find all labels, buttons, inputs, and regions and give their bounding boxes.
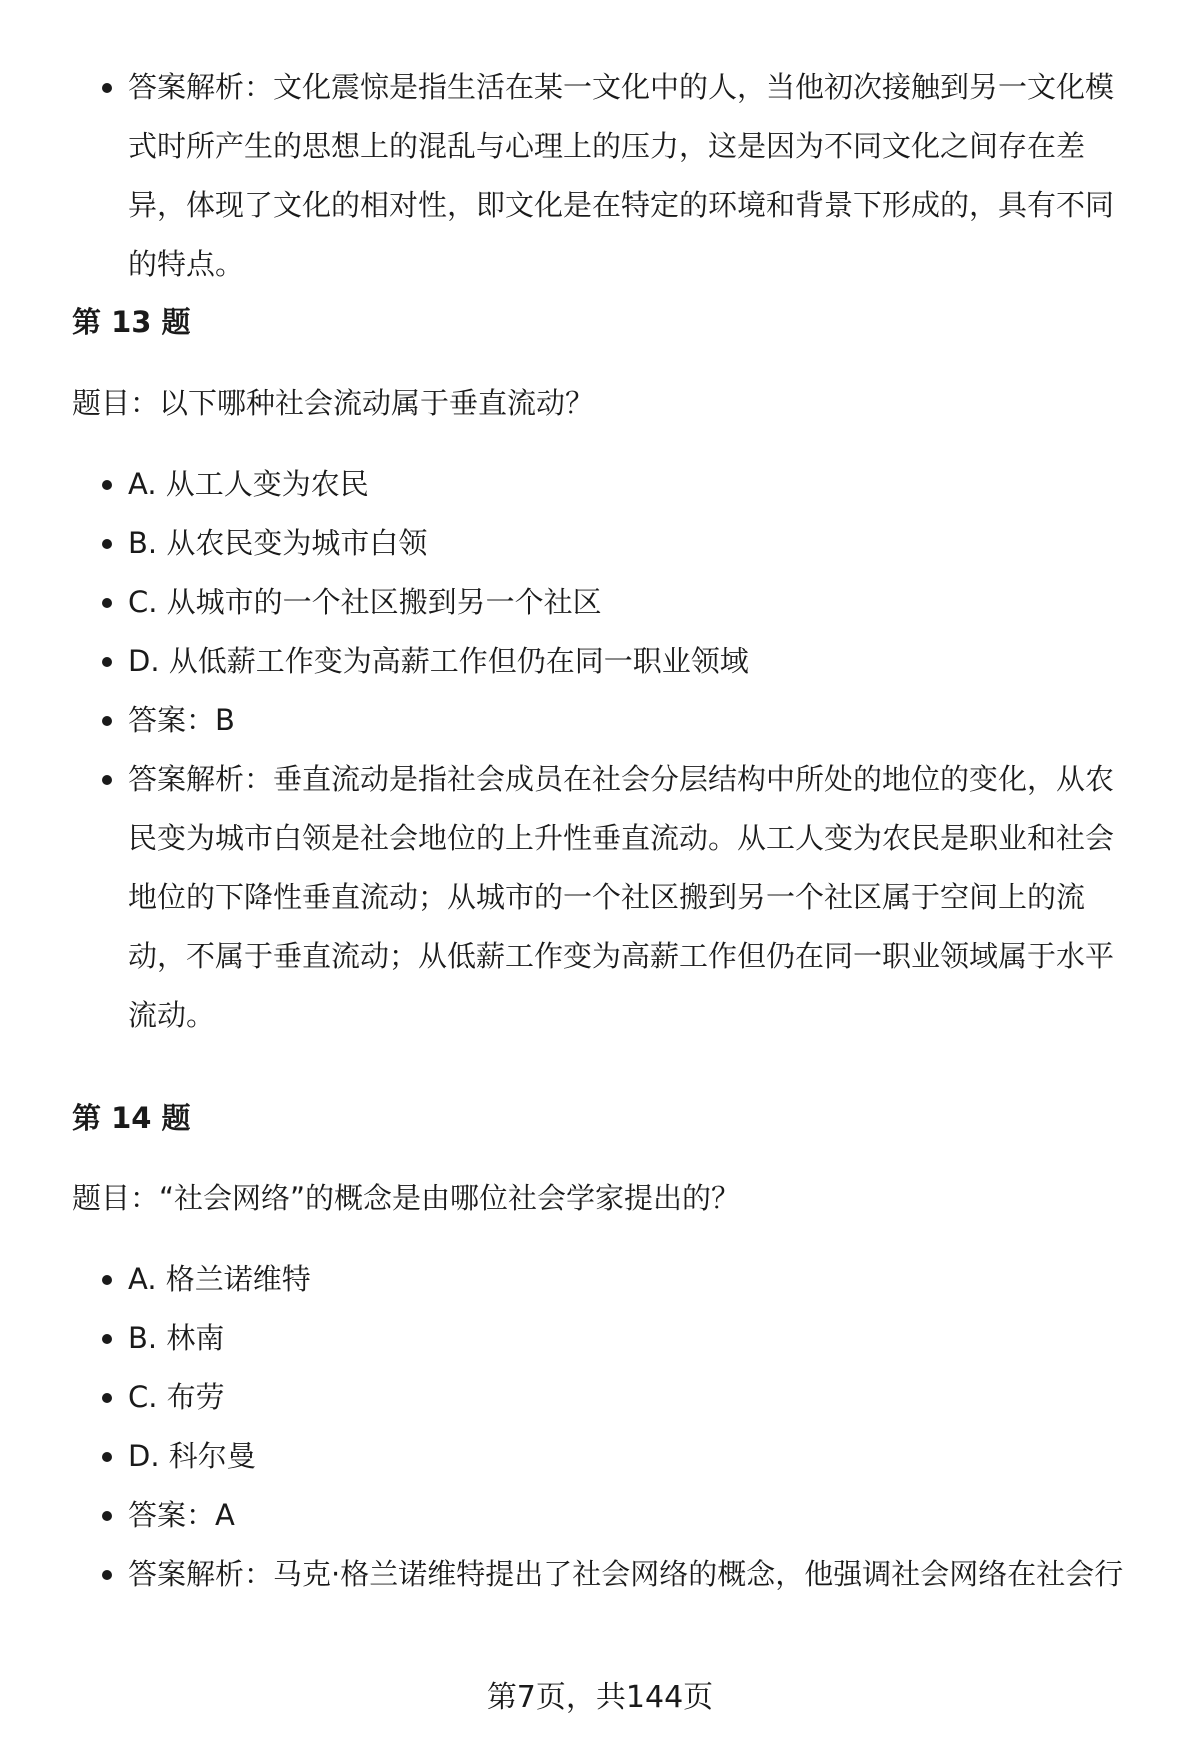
question-14-answer: 答案：A — [128, 1486, 1138, 1545]
question-13-heading: 第 13 题 — [72, 305, 191, 339]
question-14-stem: 题目：“社会网络”的概念是由哪位社会学家提出的？ — [72, 1181, 741, 1215]
question-14-option-a: A. 格兰诺维特 — [128, 1250, 1138, 1309]
question-13-option-a: A. 从工人变为农民 — [128, 455, 1138, 514]
question-13-analysis: 答案解析：垂直流动是指社会成员在社会分层结构中所处的地位的变化，从农民变为城市白领是社会地位的上升性垂直流动。从工人变为农民是职业和社会地位的下降性垂直流动；从城市的一个社区搬到另一个社区属于空间上的流动，不属于垂直流动；从低薪工作变为高薪工作但仍在同一职业领域属于水平流动。 — [128, 750, 1138, 1045]
question-13-option-c: C. 从城市的一个社区搬到另一个社区 — [128, 573, 1138, 632]
page-number-footer: 第7页，共144页 — [486, 1680, 714, 1715]
question-14-option-c: C. 布劳 — [128, 1368, 1138, 1427]
question-14-option-d: D. 科尔曼 — [128, 1427, 1138, 1486]
question-13-option-d: D. 从低薪工作变为高薪工作但仍在同一职业领域 — [128, 632, 1138, 691]
question-13-stem: 题目：以下哪种社会流动属于垂直流动？ — [72, 386, 595, 420]
question-13-answer: 答案：B — [128, 691, 1138, 750]
question-14-option-b: B. 林南 — [128, 1309, 1138, 1368]
question-13-option-b: B. 从农民变为城市白领 — [128, 514, 1138, 573]
prev-analysis: 答案解析：文化震惊是指生活在某一文化中的人，当他初次接触到另一文化模式时所产生的思想上的混乱与心理上的压力，这是因为不同文化之间存在差异，体现了文化的相对性，即文化是在特定的环境和背景下形成的，具有不同的特点。 — [128, 58, 1138, 294]
question-14-heading: 第 14 题 — [72, 1101, 191, 1135]
question-14-analysis: 答案解析：马克·格兰诺维特提出了社会网络的概念，他强调社会网络在社会行 — [128, 1545, 1138, 1604]
